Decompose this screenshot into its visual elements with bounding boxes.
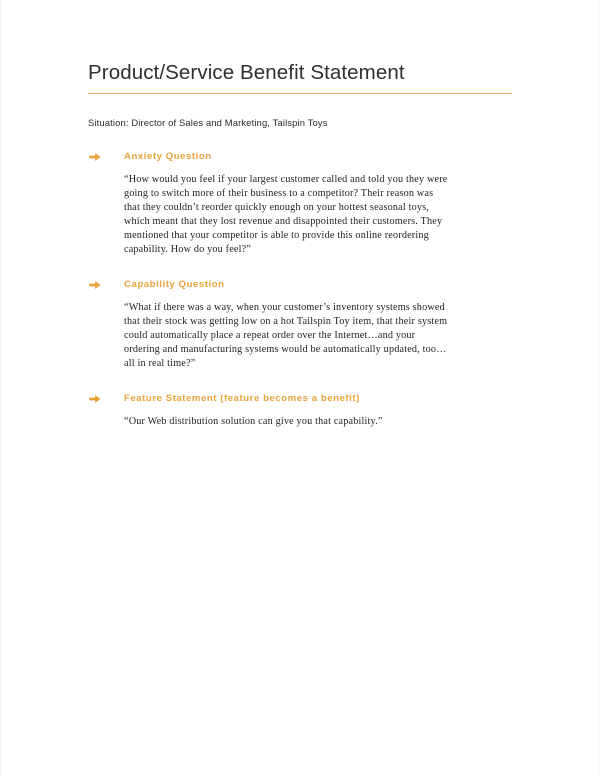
page-title: Product/Service Benefit Statement bbox=[88, 61, 405, 84]
arrow-right-icon bbox=[88, 392, 102, 406]
body-line: all in real time?” bbox=[124, 358, 196, 370]
section-capability-question bbox=[88, 257, 512, 371]
section-anxiety-question bbox=[88, 129, 512, 257]
body-line: that they couldn’t reorder quickly enough on your hottest seasonal toys, bbox=[124, 201, 430, 213]
section-heading-row bbox=[88, 392, 512, 406]
body-line: “What if there was a way, when your customer’s inventory systems showed bbox=[124, 302, 445, 314]
section-feature-statement bbox=[88, 371, 512, 429]
section-title: Capability Question bbox=[124, 279, 225, 291]
section-body bbox=[88, 292, 512, 371]
body-line: could automatically place a repeat order over the Internet…and your bbox=[124, 330, 416, 342]
body-line: which meant that they lost revenue and disappointed their customers. They bbox=[124, 215, 443, 227]
situation-line: Situation: Director of Sales and Marketing, Tailspin Toys bbox=[88, 116, 328, 128]
section-body bbox=[88, 406, 512, 429]
body-line: capability. How do you feel?” bbox=[124, 244, 252, 256]
body-line: going to switch more of their business to a competitor? Their reason was bbox=[124, 187, 434, 199]
section-title: Feature Statement (feature becomes a benefit) bbox=[124, 393, 360, 405]
document-content bbox=[88, 60, 512, 429]
section-body bbox=[88, 164, 512, 257]
section-heading-row bbox=[88, 150, 512, 164]
body-line: ordering and manufacturing systems would be automatically updated, too… bbox=[124, 344, 447, 356]
section-heading-row bbox=[88, 278, 512, 292]
arrow-right-icon bbox=[88, 278, 102, 292]
section-title: Anxiety Question bbox=[124, 150, 212, 162]
body-line: “Our Web distribution solution can give you that capability.” bbox=[124, 416, 383, 428]
body-line: mentioned that your competitor is able to provide this online reordering bbox=[124, 229, 429, 241]
body-line: that their stock was getting low on a hot Tailspin Toy item, that their system bbox=[124, 316, 448, 328]
body-line: “How would you feel if your largest customer called and told you they were bbox=[124, 173, 448, 185]
arrow-right-icon bbox=[88, 150, 102, 164]
